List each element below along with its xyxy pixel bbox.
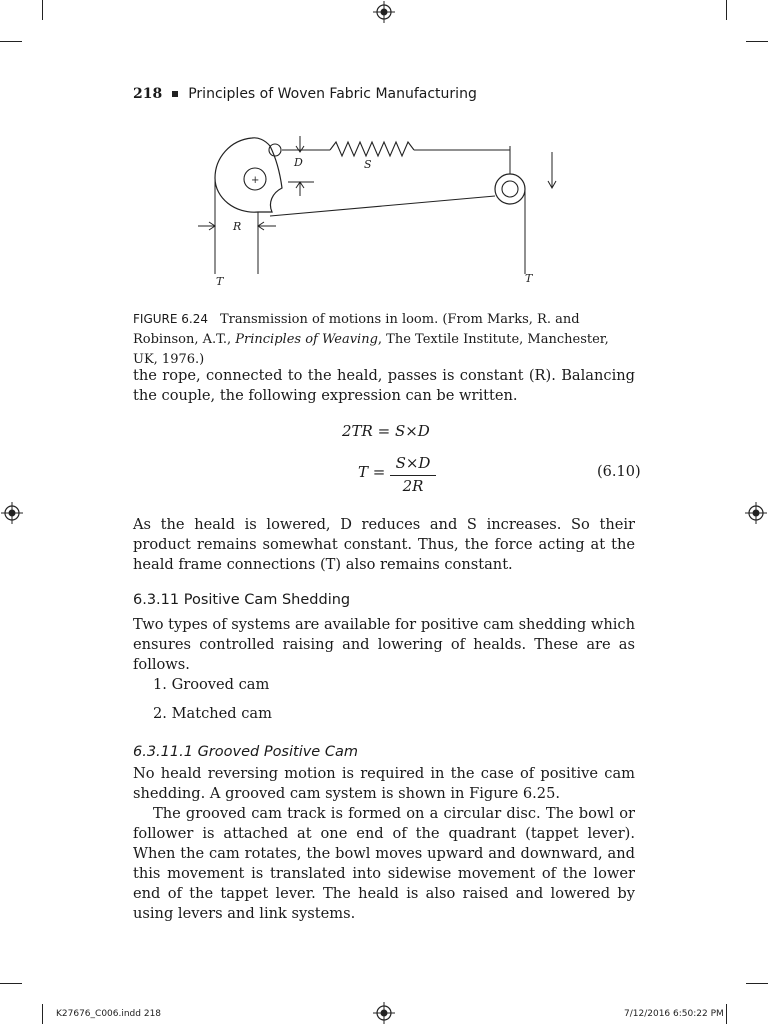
section-heading: 6.3.11 Positive Cam Shedding <box>133 592 351 608</box>
figure-cam-diagram <box>190 128 580 293</box>
figure-number: FIGURE 6.24 <box>133 312 208 326</box>
registration-mark-bottom-icon <box>373 1002 395 1024</box>
pulley-inner <box>502 181 518 197</box>
paragraph-5: The grooved cam track is formed on a circular disc. The bowl or follower is attached at one end of the quadrant (tappet lever). When the cam rotates, the bowl moves upward and downward, and this movement is translated into sidewise movement of the lower end of the tappet lever. The heald is also raised and lowered by using levers and link systems. <box>133 805 635 922</box>
registration-mark-left-icon <box>1 502 23 524</box>
label-t-left: T <box>216 275 224 288</box>
label-d: D <box>294 156 303 169</box>
caption-text-after: , The Textile Institute, Manchester, UK, 1976.) <box>133 332 609 367</box>
cam-follower <box>269 144 281 156</box>
label-s: S <box>364 158 372 171</box>
paragraph-1: the rope, connected to the heald, passes is constant (R). Balancing the couple, the following expression can be written. <box>133 367 635 404</box>
crop-mark-top-left-v <box>42 0 43 20</box>
label-t-right: T <box>525 272 533 285</box>
caption-book-title: Principles of Weaving <box>235 332 378 347</box>
paragraph-4: No heald reversing motion is required in the case of positive cam shedding. A grooved cam system is shown in Figure 6.25. <box>133 765 635 802</box>
equation-2-numerator: S×D <box>395 454 431 472</box>
caption-text-before: Transmission of motions in loom. (From Marks, R. and Robinson, A.T., <box>133 312 580 347</box>
crop-mark-top-left-h <box>0 41 22 42</box>
figure-caption <box>133 309 635 370</box>
fraction-bar <box>390 475 436 476</box>
book-title: Principles of Woven Fabric Manufacturing <box>188 86 477 102</box>
equation-2-lhs: T = <box>358 463 386 481</box>
equation-2-denominator: 2R <box>402 477 424 495</box>
paragraph-3: Two types of systems are available for positive cam shedding which ensures controlled raising and lowering of healds. These are as follows. <box>133 616 635 673</box>
paragraph-2: As the heald is lowered, D reduces and S increases. So their product remains somewhat constant. Thus, the force acting at the heald frame connections (T) also remains constant. <box>133 516 635 573</box>
list-item-1: 1. Grooved cam <box>153 676 270 693</box>
lever <box>270 196 495 216</box>
cam-body <box>215 138 282 212</box>
registration-mark-top-icon <box>373 1 395 23</box>
spring <box>330 142 414 156</box>
header-square-icon <box>172 91 178 97</box>
label-r: R <box>233 220 242 233</box>
crop-mark-bottom-left-h <box>0 983 22 984</box>
list-item-2: 2. Matched cam <box>153 705 272 722</box>
crop-mark-bottom-right-v <box>726 1004 727 1024</box>
crop-mark-bottom-left-v <box>42 1004 43 1024</box>
pulley-outer <box>495 174 525 204</box>
footer-datetime: 7/12/2016 6:50:22 PM <box>624 1009 724 1019</box>
page-number: 218 <box>133 86 163 102</box>
registration-mark-right-icon <box>745 502 767 524</box>
crop-mark-top-right-h <box>746 41 768 42</box>
running-header <box>133 86 477 102</box>
equation-1: 2TR = S×D <box>342 422 430 440</box>
footer-file: K27676_C006.indd 218 <box>56 1009 162 1019</box>
crop-mark-top-right-v <box>726 0 727 20</box>
crop-mark-bottom-right-h <box>746 983 768 984</box>
equation-number: (6.10) <box>597 464 641 480</box>
subsection-heading: 6.3.11.1 Grooved Positive Cam <box>133 744 358 760</box>
label-plus: + <box>251 175 260 186</box>
